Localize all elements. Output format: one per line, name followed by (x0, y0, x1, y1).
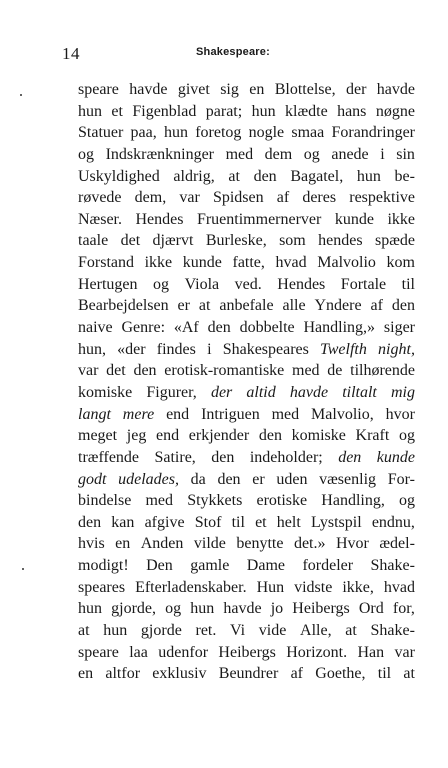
word: Bearbejdelsen (78, 297, 169, 315)
word: og (165, 600, 182, 618)
text-line (78, 144, 415, 166)
word: meget (78, 427, 118, 445)
word: fordeler (302, 557, 354, 575)
word: alle (282, 297, 306, 315)
word: Ord (358, 600, 384, 618)
word: godt (78, 470, 107, 488)
word: hvad (275, 254, 307, 272)
word: exklusiv (152, 665, 207, 683)
word: bindelse (78, 492, 132, 510)
word: et (111, 102, 123, 120)
word: Handling,» (303, 319, 376, 337)
word: gjorde (140, 622, 182, 640)
word: af (370, 297, 383, 315)
word: hans (337, 102, 367, 120)
word: foretog (195, 124, 242, 142)
word: havde (223, 600, 262, 618)
word: erotisk-romantiske (164, 362, 285, 380)
word: træffende (78, 448, 140, 466)
word: benytte (236, 535, 284, 553)
text-line (78, 447, 415, 469)
text-line (78, 512, 415, 534)
word: fatte, (232, 254, 265, 272)
word: Dame (246, 557, 285, 575)
word: kunde (182, 254, 222, 272)
word: langt (78, 405, 111, 423)
word: de (327, 362, 343, 380)
word: deres (302, 189, 337, 207)
word: den (78, 513, 102, 531)
word: Spidsen (212, 189, 264, 207)
word: ret. (195, 622, 217, 640)
word: Intriguen (201, 405, 260, 423)
word: havde (376, 81, 415, 98)
word: be- (394, 167, 415, 185)
word: speare (78, 81, 119, 98)
word: uden (276, 470, 308, 488)
word: det.» (293, 535, 326, 553)
word: parat; (205, 102, 243, 120)
word: vidste (294, 578, 333, 596)
text-line (78, 663, 415, 685)
word: og (398, 427, 415, 445)
text-line (78, 79, 415, 101)
word: altfor (105, 665, 141, 683)
word: Fruentimmernerver (196, 210, 322, 228)
word: Genre: (121, 319, 166, 337)
word: da (190, 470, 206, 488)
word: hun (163, 124, 188, 142)
word: anbefale (219, 297, 274, 315)
word: vilde (193, 535, 226, 553)
word: ved. (234, 275, 262, 293)
word: Satire, (154, 448, 196, 466)
word: den (217, 470, 241, 488)
text-line (78, 533, 415, 555)
word: den (253, 167, 277, 185)
word: ikke (144, 254, 173, 272)
word: speares (78, 578, 126, 596)
word: endnu, (371, 513, 415, 531)
word: af (290, 665, 304, 683)
word: sin (396, 145, 415, 163)
word: med (145, 492, 174, 510)
word: i (207, 340, 212, 358)
word: sig (220, 81, 239, 98)
word: et (255, 513, 267, 531)
word: helt (276, 513, 301, 531)
word: en (249, 81, 265, 98)
word: Handling, (321, 492, 385, 510)
word: dem, (134, 189, 167, 207)
word: anede (331, 145, 369, 163)
text-line (78, 360, 415, 382)
word: Statuer (78, 124, 124, 142)
word: Anden (140, 535, 184, 553)
text-line (78, 230, 415, 252)
text-line (78, 490, 415, 512)
word: hun (78, 600, 102, 618)
word: Forstand (78, 254, 134, 272)
word: Burleske, (205, 232, 267, 250)
word: i (380, 145, 385, 163)
word: Alle, (300, 622, 332, 640)
word: Goethe, (315, 665, 366, 683)
word: med (225, 145, 254, 163)
word: der (345, 81, 367, 98)
word: speare (78, 643, 119, 661)
text-line (78, 382, 415, 404)
text-line (78, 620, 415, 642)
word: tilhørende (350, 362, 415, 380)
word: at (198, 297, 211, 315)
text-line (78, 577, 415, 599)
word: at (78, 622, 90, 640)
word: siger (383, 319, 415, 337)
word: Twelfth (320, 340, 367, 358)
word: den (391, 297, 415, 315)
text-line (78, 598, 415, 620)
word: den (258, 427, 282, 445)
word: en (78, 665, 94, 683)
word: givet (177, 81, 210, 98)
word: Shakespeares (222, 340, 309, 358)
word: ædel- (379, 535, 415, 553)
word: og (153, 275, 170, 293)
word: det (120, 232, 141, 250)
word: med (292, 362, 320, 380)
word: og (398, 492, 415, 510)
word: Yndere (314, 297, 362, 315)
word: og (78, 145, 94, 163)
body-text (78, 79, 415, 685)
word: erotiske (256, 492, 308, 510)
word: hvis (78, 535, 105, 553)
word: end (166, 405, 190, 423)
word: Uskyldighed (78, 167, 160, 185)
word: Malvolio (317, 254, 376, 272)
word: mig (390, 383, 415, 401)
word: komiske (78, 383, 133, 401)
word: naive (78, 319, 113, 337)
text-line (78, 122, 415, 144)
text-line (78, 317, 415, 339)
word: Kraft (355, 427, 390, 445)
word: Heibergs (292, 600, 350, 618)
word: komiske (291, 427, 346, 445)
word: jo (270, 600, 284, 618)
word: Hun (256, 578, 285, 596)
text-line (78, 187, 415, 209)
word: den (133, 362, 157, 380)
word: Bagatel, (290, 167, 344, 185)
word: hendes (318, 232, 363, 250)
word: Vi (230, 622, 246, 640)
word: spæde (374, 232, 415, 250)
word: ikke, (342, 578, 374, 596)
word: nogle (248, 124, 285, 142)
word: Beundrer (218, 665, 279, 683)
margin-mark (20, 94, 22, 96)
word: smaa (291, 124, 325, 142)
word: tiltalt (342, 383, 377, 401)
word: erkjender (188, 427, 250, 445)
word: at (345, 622, 357, 640)
page-number: 14 (62, 44, 80, 63)
word: aldrig, (173, 167, 215, 185)
word: djærvt (152, 232, 194, 250)
word: havde (289, 383, 329, 401)
word: væsenlig (319, 470, 377, 488)
word: dem (264, 145, 293, 163)
text-line (78, 339, 415, 361)
word: Malvolio, (311, 405, 374, 423)
word: hun (103, 622, 128, 640)
word: den (211, 448, 235, 466)
text-line (78, 555, 415, 577)
word: Stykkets (187, 492, 243, 510)
word: hun (190, 600, 215, 618)
word: som (279, 232, 306, 250)
text-line (78, 166, 415, 188)
word: udenfor (158, 643, 209, 661)
word: at (403, 665, 415, 683)
word: udelades, (118, 470, 179, 488)
word: og (303, 145, 320, 163)
word: den (207, 319, 231, 337)
word: «der (117, 340, 146, 358)
word: findes (156, 340, 196, 358)
word: laa (129, 643, 148, 661)
word: var (394, 643, 415, 661)
word: Fortale (340, 275, 387, 293)
word: Shake- (370, 622, 415, 640)
word: «Af (173, 319, 199, 337)
word: til (377, 665, 392, 683)
word: paa, (130, 124, 157, 142)
word: Hertugen (78, 275, 138, 293)
word: Horizont. (286, 643, 348, 661)
word: den (338, 448, 362, 466)
word: var (78, 362, 99, 380)
word: at (228, 167, 240, 185)
word: var (179, 189, 200, 207)
text-line (78, 274, 415, 296)
word: der (210, 383, 233, 401)
text-line (78, 101, 415, 123)
word: Indskrænkninger (105, 145, 214, 163)
word: modigt! (78, 557, 129, 575)
word: Efterladenskaber. (135, 578, 247, 596)
word: hvor (385, 405, 415, 423)
word: Stof (194, 513, 222, 531)
word: altid (246, 383, 276, 401)
word: en (115, 535, 131, 553)
word: Hendes (277, 275, 326, 293)
word: er (177, 297, 190, 315)
text-line (78, 209, 415, 231)
word: gjorde, (111, 600, 156, 618)
word: kunde (376, 448, 415, 466)
word: hun (251, 102, 276, 120)
word: taale (78, 232, 109, 250)
word: Viola (184, 275, 220, 293)
word: Hvor (335, 535, 369, 553)
running-head: Shakespeare: (196, 46, 270, 58)
word: havde (129, 81, 168, 98)
text-line (78, 469, 415, 491)
word: jeg (126, 427, 147, 445)
word: røvede (78, 189, 122, 207)
text-line (78, 642, 415, 664)
word: gamle (190, 557, 230, 575)
word: Den (146, 557, 173, 575)
word: Han (357, 643, 385, 661)
word: kunde (334, 210, 374, 228)
text-line (78, 425, 415, 447)
text-line (78, 252, 415, 274)
word: ikke (387, 210, 415, 228)
word: Forandringer (331, 124, 415, 142)
word: hun (356, 167, 381, 185)
word: afgive (144, 513, 185, 531)
word: For- (387, 470, 415, 488)
word: hun (78, 102, 102, 120)
text-line (78, 295, 415, 317)
word: kom (386, 254, 415, 272)
word: nøgne (375, 102, 415, 120)
word: Heibergs (218, 643, 276, 661)
word: til (231, 513, 245, 531)
word: Figenblad (132, 102, 197, 120)
word: Blottelse, (274, 81, 336, 98)
word: til (401, 275, 415, 293)
word: Shake- (370, 557, 415, 575)
word: af (276, 189, 290, 207)
word: dobbelte (239, 319, 295, 337)
word: indeholder; (249, 448, 323, 466)
word: for, (392, 600, 415, 618)
word: night, (378, 340, 415, 358)
margin-mark (22, 568, 24, 570)
word: vide (258, 622, 287, 640)
word: det (106, 362, 126, 380)
word: hvad (383, 578, 415, 596)
word: kan (111, 513, 135, 531)
word: med (271, 405, 300, 423)
word: respektive (349, 189, 415, 207)
word: Lystspil (310, 513, 362, 531)
word: er (252, 470, 265, 488)
word: Figurer, (146, 383, 197, 401)
word: end (155, 427, 180, 445)
word: klædte (285, 102, 328, 120)
text-line (78, 404, 415, 426)
word: hun, (78, 340, 106, 358)
word: mere (122, 405, 155, 423)
word: Næser. (78, 210, 122, 228)
word: Hendes (135, 210, 184, 228)
